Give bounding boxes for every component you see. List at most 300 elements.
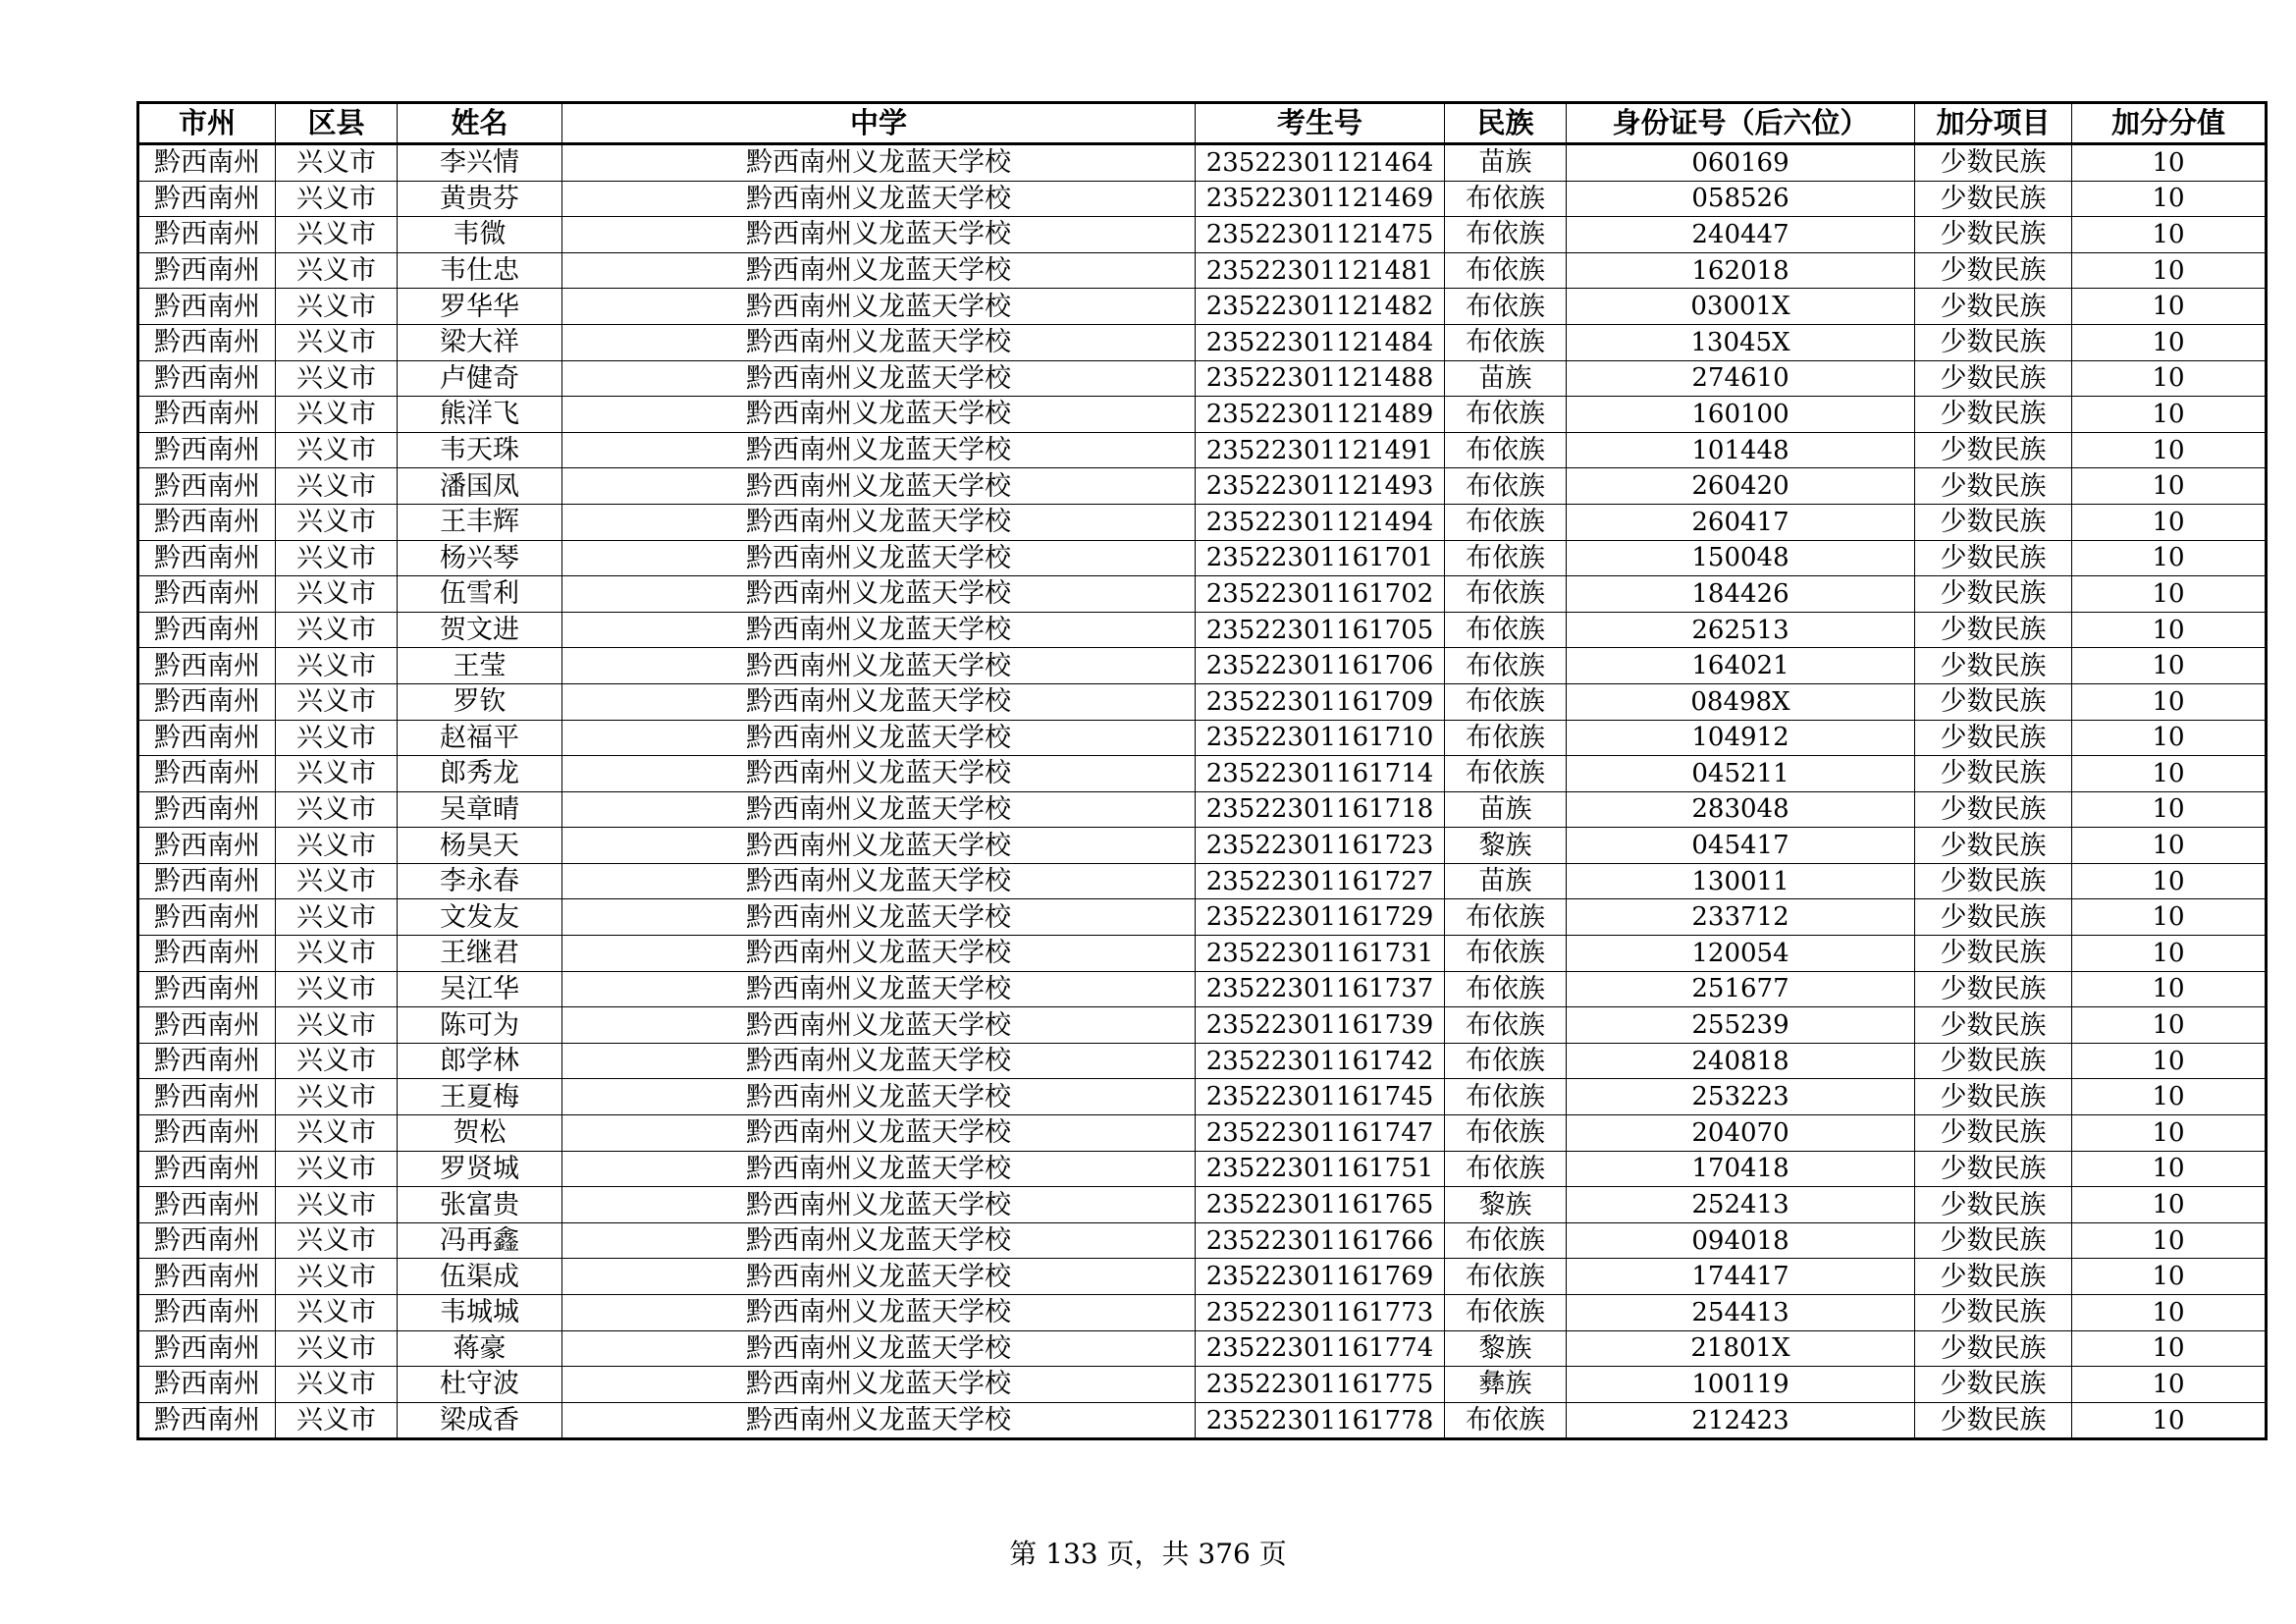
- district-cell: 兴义市: [276, 1402, 398, 1439]
- bonus-value-cell: 10: [2072, 899, 2267, 936]
- table-row: [138, 1330, 2267, 1367]
- ethnicity-cell: 布依族: [1445, 899, 1567, 936]
- city-cell: 黔西南州: [138, 648, 276, 684]
- table-row: [138, 791, 2267, 828]
- id-last-six-cell: 283048: [1567, 791, 1915, 828]
- exam-number-cell: 23522301161729: [1196, 899, 1445, 936]
- city-cell: 黔西南州: [138, 863, 276, 899]
- district-cell: 兴义市: [276, 289, 398, 325]
- school-cell: 黔西南州义龙蓝天学校: [562, 791, 1196, 828]
- district-cell: 兴义市: [276, 1367, 398, 1403]
- id-last-six-cell: 094018: [1567, 1222, 1915, 1259]
- bonus-item-cell: 少数民族: [1915, 468, 2072, 505]
- table-row: [138, 1222, 2267, 1259]
- city-cell: 黔西南州: [138, 791, 276, 828]
- school-cell: 黔西南州义龙蓝天学校: [562, 756, 1196, 792]
- city-cell: 黔西南州: [138, 1367, 276, 1403]
- city-cell: 黔西南州: [138, 1295, 276, 1331]
- table-row: [138, 828, 2267, 864]
- bonus-value-cell: 10: [2072, 1295, 2267, 1331]
- city-cell: 黔西南州: [138, 1151, 276, 1187]
- city-cell: 黔西南州: [138, 1043, 276, 1079]
- id-last-six-cell: 150048: [1567, 540, 1915, 576]
- exam-number-cell: 23522301161773: [1196, 1295, 1445, 1331]
- school-cell: 黔西南州义龙蓝天学校: [562, 1187, 1196, 1223]
- bonus-item-cell: 少数民族: [1915, 648, 2072, 684]
- table-row: [138, 936, 2267, 972]
- bonus-item-cell: 少数民族: [1915, 144, 2072, 182]
- district-cell: 兴义市: [276, 1079, 398, 1115]
- exam-number-cell: 23522301121491: [1196, 432, 1445, 468]
- table-row: [138, 756, 2267, 792]
- exam-number-cell: 23522301121475: [1196, 217, 1445, 253]
- city-cell: 黔西南州: [138, 252, 276, 289]
- name-cell: 罗贤城: [398, 1151, 562, 1187]
- id-last-six-cell: 045417: [1567, 828, 1915, 864]
- name-cell: 郎秀龙: [398, 756, 562, 792]
- bonus-value-cell: 10: [2072, 1259, 2267, 1295]
- bonus-item-cell: 少数民族: [1915, 863, 2072, 899]
- table-row: [138, 1367, 2267, 1403]
- exam-number-cell: 23522301121481: [1196, 252, 1445, 289]
- city-cell: 黔西南州: [138, 720, 276, 756]
- ethnicity-cell: 布依族: [1445, 252, 1567, 289]
- bonus-item-cell: 少数民族: [1915, 720, 2072, 756]
- name-cell: 郎学林: [398, 1043, 562, 1079]
- ethnicity-cell: 布依族: [1445, 540, 1567, 576]
- bonus-value-cell: 10: [2072, 252, 2267, 289]
- city-cell: 黔西南州: [138, 181, 276, 217]
- district-cell: 兴义市: [276, 1222, 398, 1259]
- table-row: [138, 612, 2267, 648]
- id-last-six-cell: 13045X: [1567, 324, 1915, 360]
- exam-number-cell: 23522301121488: [1196, 360, 1445, 397]
- exam-number-cell: 23522301161709: [1196, 683, 1445, 720]
- ethnicity-cell: 布依族: [1445, 324, 1567, 360]
- table-row: [138, 1115, 2267, 1152]
- district-cell: 兴义市: [276, 504, 398, 540]
- name-cell: 卢健奇: [398, 360, 562, 397]
- ethnicity-cell: 黎族: [1445, 828, 1567, 864]
- bonus-value-cell: 10: [2072, 504, 2267, 540]
- bonus-item-cell: 少数民族: [1915, 971, 2072, 1007]
- bonus-value-cell: 10: [2072, 1151, 2267, 1187]
- id-last-six-cell: 164021: [1567, 648, 1915, 684]
- ethnicity-cell: 布依族: [1445, 756, 1567, 792]
- city-cell: 黔西南州: [138, 540, 276, 576]
- bonus-value-cell: 10: [2072, 863, 2267, 899]
- district-cell: 兴义市: [276, 1295, 398, 1331]
- name-cell: 韦天珠: [398, 432, 562, 468]
- id-last-six-cell: 174417: [1567, 1259, 1915, 1295]
- district-cell: 兴义市: [276, 540, 398, 576]
- district-cell: 兴义市: [276, 828, 398, 864]
- exam-number-cell: 23522301161702: [1196, 576, 1445, 613]
- exam-number-cell: 23522301161769: [1196, 1259, 1445, 1295]
- exam-number-cell: 23522301161714: [1196, 756, 1445, 792]
- id-last-six-cell: 130011: [1567, 863, 1915, 899]
- bonus-item-cell: 少数民族: [1915, 181, 2072, 217]
- name-cell: 吴江华: [398, 971, 562, 1007]
- bonus-item-cell: 少数民族: [1915, 1079, 2072, 1115]
- bonus-value-cell: 10: [2072, 612, 2267, 648]
- bonus-value-cell: 10: [2072, 1007, 2267, 1044]
- bonus-value-cell: 10: [2072, 540, 2267, 576]
- district-cell: 兴义市: [276, 863, 398, 899]
- name-cell: 熊洋飞: [398, 397, 562, 433]
- exam-number-cell: 23522301161718: [1196, 791, 1445, 828]
- city-cell: 黔西南州: [138, 1402, 276, 1439]
- name-cell: 陈可为: [398, 1007, 562, 1044]
- bonus-item-cell: 少数民族: [1915, 397, 2072, 433]
- school-cell: 黔西南州义龙蓝天学校: [562, 289, 1196, 325]
- bonus-value-cell: 10: [2072, 828, 2267, 864]
- table-row: [138, 1007, 2267, 1044]
- bonus-item-cell: 少数民族: [1915, 217, 2072, 253]
- bonus-value-cell: 10: [2072, 720, 2267, 756]
- bonus-item-cell: 少数民族: [1915, 1187, 2072, 1223]
- bonus-value-cell: 10: [2072, 756, 2267, 792]
- exam-number-cell: 23522301161737: [1196, 971, 1445, 1007]
- bonus-item-cell: 少数民族: [1915, 1007, 2072, 1044]
- school-cell: 黔西南州义龙蓝天学校: [562, 504, 1196, 540]
- exam-number-cell: 23522301161747: [1196, 1115, 1445, 1152]
- ethnicity-cell: 布依族: [1445, 683, 1567, 720]
- table-row: [138, 252, 2267, 289]
- district-cell: 兴义市: [276, 1330, 398, 1367]
- exam-number-cell: 23522301121493: [1196, 468, 1445, 505]
- city-cell: 黔西南州: [138, 217, 276, 253]
- id-last-six-cell: 21801X: [1567, 1330, 1915, 1367]
- ethnicity-cell: 苗族: [1445, 360, 1567, 397]
- school-cell: 黔西南州义龙蓝天学校: [562, 1295, 1196, 1331]
- table-row: [138, 683, 2267, 720]
- ethnicity-cell: 布依族: [1445, 1259, 1567, 1295]
- table-row: [138, 217, 2267, 253]
- table-row: [138, 144, 2267, 182]
- bonus-value-cell: 10: [2072, 181, 2267, 217]
- ethnicity-cell: 布依族: [1445, 1402, 1567, 1439]
- ethnicity-cell: 布依族: [1445, 217, 1567, 253]
- school-cell: 黔西南州义龙蓝天学校: [562, 1367, 1196, 1403]
- city-cell: 黔西南州: [138, 468, 276, 505]
- bonus-item-cell: 少数民族: [1915, 1402, 2072, 1439]
- table-row: [138, 1402, 2267, 1439]
- name-cell: 张富贵: [398, 1187, 562, 1223]
- id-last-six-cell: 253223: [1567, 1079, 1915, 1115]
- school-cell: 黔西南州义龙蓝天学校: [562, 863, 1196, 899]
- bonus-item-cell: 少数民族: [1915, 1222, 2072, 1259]
- bonus-item-cell: 少数民族: [1915, 1043, 2072, 1079]
- name-cell: 李兴情: [398, 144, 562, 182]
- school-cell: 黔西南州义龙蓝天学校: [562, 576, 1196, 613]
- bonus-value-cell: 10: [2072, 683, 2267, 720]
- name-cell: 李永春: [398, 863, 562, 899]
- bonus-value-cell: 10: [2072, 1402, 2267, 1439]
- id-last-six-cell: 170418: [1567, 1151, 1915, 1187]
- city-cell: 黔西南州: [138, 144, 276, 182]
- exam-number-cell: 23522301121469: [1196, 181, 1445, 217]
- school-cell: 黔西南州义龙蓝天学校: [562, 1043, 1196, 1079]
- school-cell: 黔西南州义龙蓝天学校: [562, 144, 1196, 182]
- id-last-six-cell: 260420: [1567, 468, 1915, 505]
- city-cell: 黔西南州: [138, 432, 276, 468]
- id-last-six-cell: 260417: [1567, 504, 1915, 540]
- city-cell: 黔西南州: [138, 936, 276, 972]
- school-cell: 黔西南州义龙蓝天学校: [562, 1402, 1196, 1439]
- table-row: [138, 576, 2267, 613]
- page-footer: 第 133 页，共 376 页: [1009, 1538, 1287, 1570]
- bonus-item-cell: 少数民族: [1915, 791, 2072, 828]
- bonus-value-cell: 10: [2072, 468, 2267, 505]
- school-cell: 黔西南州义龙蓝天学校: [562, 540, 1196, 576]
- school-cell: 黔西南州义龙蓝天学校: [562, 1007, 1196, 1044]
- district-cell: 兴义市: [276, 1151, 398, 1187]
- table-row: [138, 648, 2267, 684]
- header-school: 中学: [562, 103, 1196, 144]
- table-row: [138, 1079, 2267, 1115]
- district-cell: 兴义市: [276, 899, 398, 936]
- school-cell: 黔西南州义龙蓝天学校: [562, 683, 1196, 720]
- ethnicity-cell: 苗族: [1445, 791, 1567, 828]
- name-cell: 梁大祥: [398, 324, 562, 360]
- name-cell: 王丰辉: [398, 504, 562, 540]
- city-cell: 黔西南州: [138, 504, 276, 540]
- header-name: 姓名: [398, 103, 562, 144]
- city-cell: 黔西南州: [138, 1115, 276, 1152]
- table-row: [138, 720, 2267, 756]
- school-cell: 黔西南州义龙蓝天学校: [562, 397, 1196, 433]
- id-last-six-cell: 255239: [1567, 1007, 1915, 1044]
- name-cell: 罗华华: [398, 289, 562, 325]
- district-cell: 兴义市: [276, 1115, 398, 1152]
- bonus-value-cell: 10: [2072, 432, 2267, 468]
- district-cell: 兴义市: [276, 971, 398, 1007]
- name-cell: 杨昊天: [398, 828, 562, 864]
- exam-number-cell: 23522301161706: [1196, 648, 1445, 684]
- bonus-item-cell: 少数民族: [1915, 899, 2072, 936]
- school-cell: 黔西南州义龙蓝天学校: [562, 828, 1196, 864]
- city-cell: 黔西南州: [138, 1007, 276, 1044]
- bonus-item-cell: 少数民族: [1915, 1151, 2072, 1187]
- table-row: [138, 863, 2267, 899]
- ethnicity-cell: 布依族: [1445, 648, 1567, 684]
- city-cell: 黔西南州: [138, 576, 276, 613]
- ethnicity-cell: 布依族: [1445, 432, 1567, 468]
- school-cell: 黔西南州义龙蓝天学校: [562, 971, 1196, 1007]
- name-cell: 潘国凤: [398, 468, 562, 505]
- ethnicity-cell: 彝族: [1445, 1367, 1567, 1403]
- header-exam-number: 考生号: [1196, 103, 1445, 144]
- table-row: [138, 899, 2267, 936]
- district-cell: 兴义市: [276, 936, 398, 972]
- bonus-item-cell: 少数民族: [1915, 504, 2072, 540]
- score-bonus-table: [136, 101, 2268, 1440]
- id-last-six-cell: 060169: [1567, 144, 1915, 182]
- district-cell: 兴义市: [276, 252, 398, 289]
- ethnicity-cell: 布依族: [1445, 1115, 1567, 1152]
- bonus-item-cell: 少数民族: [1915, 683, 2072, 720]
- exam-number-cell: 23522301161742: [1196, 1043, 1445, 1079]
- school-cell: 黔西南州义龙蓝天学校: [562, 1259, 1196, 1295]
- bonus-value-cell: 10: [2072, 971, 2267, 1007]
- district-cell: 兴义市: [276, 1259, 398, 1295]
- ethnicity-cell: 苗族: [1445, 144, 1567, 182]
- city-cell: 黔西南州: [138, 899, 276, 936]
- name-cell: 王继君: [398, 936, 562, 972]
- school-cell: 黔西南州义龙蓝天学校: [562, 252, 1196, 289]
- name-cell: 贺松: [398, 1115, 562, 1152]
- school-cell: 黔西南州义龙蓝天学校: [562, 648, 1196, 684]
- bonus-item-cell: 少数民族: [1915, 324, 2072, 360]
- district-cell: 兴义市: [276, 144, 398, 182]
- id-last-six-cell: 274610: [1567, 360, 1915, 397]
- table-row: [138, 397, 2267, 433]
- school-cell: 黔西南州义龙蓝天学校: [562, 324, 1196, 360]
- exam-number-cell: 23522301161774: [1196, 1330, 1445, 1367]
- bonus-value-cell: 10: [2072, 936, 2267, 972]
- table-row: [138, 289, 2267, 325]
- ethnicity-cell: 布依族: [1445, 936, 1567, 972]
- name-cell: 文发友: [398, 899, 562, 936]
- school-cell: 黔西南州义龙蓝天学校: [562, 612, 1196, 648]
- school-cell: 黔西南州义龙蓝天学校: [562, 360, 1196, 397]
- table-body: [138, 144, 2267, 1439]
- name-cell: 王莹: [398, 648, 562, 684]
- bonus-item-cell: 少数民族: [1915, 576, 2072, 613]
- ethnicity-cell: 布依族: [1445, 1043, 1567, 1079]
- ethnicity-cell: 布依族: [1445, 504, 1567, 540]
- name-cell: 罗钦: [398, 683, 562, 720]
- table-row: [138, 540, 2267, 576]
- name-cell: 韦微: [398, 217, 562, 253]
- exam-number-cell: 23522301121464: [1196, 144, 1445, 182]
- district-cell: 兴义市: [276, 756, 398, 792]
- school-cell: 黔西南州义龙蓝天学校: [562, 468, 1196, 505]
- name-cell: 伍雪利: [398, 576, 562, 613]
- bonus-value-cell: 10: [2072, 1115, 2267, 1152]
- id-last-six-cell: 101448: [1567, 432, 1915, 468]
- bonus-value-cell: 10: [2072, 1043, 2267, 1079]
- city-cell: 黔西南州: [138, 1330, 276, 1367]
- district-cell: 兴义市: [276, 648, 398, 684]
- city-cell: 黔西南州: [138, 1079, 276, 1115]
- bonus-item-cell: 少数民族: [1915, 1259, 2072, 1295]
- name-cell: 韦仕忠: [398, 252, 562, 289]
- city-cell: 黔西南州: [138, 971, 276, 1007]
- school-cell: 黔西南州义龙蓝天学校: [562, 1330, 1196, 1367]
- bonus-item-cell: 少数民族: [1915, 612, 2072, 648]
- table-row: [138, 181, 2267, 217]
- district-cell: 兴义市: [276, 1007, 398, 1044]
- id-last-six-cell: 204070: [1567, 1115, 1915, 1152]
- header-bonus-item: 加分项目: [1915, 103, 2072, 144]
- school-cell: 黔西南州义龙蓝天学校: [562, 899, 1196, 936]
- table-row: [138, 468, 2267, 505]
- name-cell: 梁成香: [398, 1402, 562, 1439]
- bonus-item-cell: 少数民族: [1915, 828, 2072, 864]
- header-row: [138, 103, 2267, 144]
- district-cell: 兴义市: [276, 1187, 398, 1223]
- city-cell: 黔西南州: [138, 612, 276, 648]
- id-last-six-cell: 254413: [1567, 1295, 1915, 1331]
- bonus-value-cell: 10: [2072, 1222, 2267, 1259]
- id-last-six-cell: 100119: [1567, 1367, 1915, 1403]
- id-last-six-cell: 162018: [1567, 252, 1915, 289]
- name-cell: 杜守波: [398, 1367, 562, 1403]
- district-cell: 兴义市: [276, 360, 398, 397]
- ethnicity-cell: 黎族: [1445, 1187, 1567, 1223]
- city-cell: 黔西南州: [138, 1222, 276, 1259]
- school-cell: 黔西南州义龙蓝天学校: [562, 720, 1196, 756]
- bonus-value-cell: 10: [2072, 397, 2267, 433]
- ethnicity-cell: 布依族: [1445, 971, 1567, 1007]
- id-last-six-cell: 251677: [1567, 971, 1915, 1007]
- district-cell: 兴义市: [276, 720, 398, 756]
- exam-number-cell: 23522301161751: [1196, 1151, 1445, 1187]
- city-cell: 黔西南州: [138, 324, 276, 360]
- name-cell: 黄贵芬: [398, 181, 562, 217]
- exam-number-cell: 23522301121482: [1196, 289, 1445, 325]
- ethnicity-cell: 布依族: [1445, 1295, 1567, 1331]
- bonus-value-cell: 10: [2072, 289, 2267, 325]
- bonus-item-cell: 少数民族: [1915, 936, 2072, 972]
- bonus-value-cell: 10: [2072, 1367, 2267, 1403]
- school-cell: 黔西南州义龙蓝天学校: [562, 1222, 1196, 1259]
- exam-number-cell: 23522301161723: [1196, 828, 1445, 864]
- exam-number-cell: 23522301161775: [1196, 1367, 1445, 1403]
- city-cell: 黔西南州: [138, 1187, 276, 1223]
- id-last-six-cell: 104912: [1567, 720, 1915, 756]
- bonus-item-cell: 少数民族: [1915, 756, 2072, 792]
- header-bonus-value: 加分分值: [2072, 103, 2267, 144]
- exam-number-cell: 23522301121484: [1196, 324, 1445, 360]
- district-cell: 兴义市: [276, 576, 398, 613]
- bonus-value-cell: 10: [2072, 1187, 2267, 1223]
- bonus-value-cell: 10: [2072, 576, 2267, 613]
- header-ethnicity: 民族: [1445, 103, 1567, 144]
- exam-number-cell: 23522301161701: [1196, 540, 1445, 576]
- exam-number-cell: 23522301161766: [1196, 1222, 1445, 1259]
- ethnicity-cell: 布依族: [1445, 468, 1567, 505]
- bonus-value-cell: 10: [2072, 217, 2267, 253]
- school-cell: 黔西南州义龙蓝天学校: [562, 936, 1196, 972]
- city-cell: 黔西南州: [138, 683, 276, 720]
- city-cell: 黔西南州: [138, 756, 276, 792]
- district-cell: 兴义市: [276, 1043, 398, 1079]
- district-cell: 兴义市: [276, 468, 398, 505]
- id-last-six-cell: 212423: [1567, 1402, 1915, 1439]
- table-row: [138, 1043, 2267, 1079]
- name-cell: 蒋豪: [398, 1330, 562, 1367]
- id-last-six-cell: 120054: [1567, 936, 1915, 972]
- school-cell: 黔西南州义龙蓝天学校: [562, 432, 1196, 468]
- table-row: [138, 504, 2267, 540]
- bonus-item-cell: 少数民族: [1915, 1115, 2072, 1152]
- exam-number-cell: 23522301161745: [1196, 1079, 1445, 1115]
- ethnicity-cell: 苗族: [1445, 863, 1567, 899]
- name-cell: 贺文进: [398, 612, 562, 648]
- district-cell: 兴义市: [276, 432, 398, 468]
- header-id-last-six: 身份证号（后六位）: [1567, 103, 1915, 144]
- table-row: [138, 360, 2267, 397]
- id-last-six-cell: 08498X: [1567, 683, 1915, 720]
- bonus-item-cell: 少数民族: [1915, 432, 2072, 468]
- ethnicity-cell: 布依族: [1445, 1222, 1567, 1259]
- exam-number-cell: 23522301161765: [1196, 1187, 1445, 1223]
- table-row: [138, 1187, 2267, 1223]
- exam-number-cell: 23522301161778: [1196, 1402, 1445, 1439]
